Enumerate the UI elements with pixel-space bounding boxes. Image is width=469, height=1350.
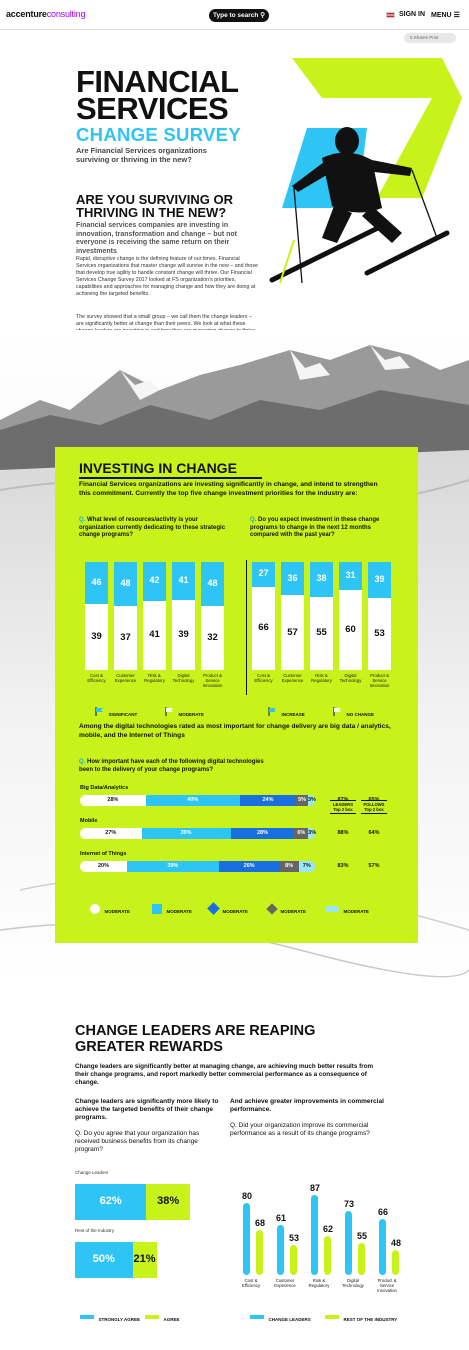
column-category-label: Risk & Regulatory: [144, 673, 165, 683]
digital-tech-chart: [80, 785, 400, 885]
search-icon: ⚲: [260, 12, 265, 19]
legend-swatch: [250, 1315, 264, 1319]
column-category-label: Customer Experience: [281, 673, 304, 683]
column-category-label: Digital Technology: [339, 673, 362, 683]
tech-segment: [308, 828, 315, 839]
legend-swatch: [207, 902, 220, 915]
column-bottom-value: 39: [178, 628, 189, 640]
follows-value: 64%: [368, 830, 380, 836]
commercial-category-label: Product & Service Innovation: [377, 1278, 397, 1293]
industry-pill: [324, 1236, 331, 1275]
question-2-number: Q.: [250, 517, 257, 523]
rewards-left-question: Q. Do you agree that your organization has received business benefits from its change program?: [75, 1130, 200, 1153]
investing-title: INVESTING IN CHANGE: [79, 460, 237, 476]
column-top-value: 39: [374, 573, 385, 584]
legend-swatch: [266, 903, 277, 914]
digital-legend-4: [268, 900, 306, 918]
rewards-left-heading: Change leaders are significantly more likely to achieve the targeted benefits of their change programs.: [75, 1098, 219, 1121]
rewards-lead: Change leaders are significantly better at managing change, are achieving much better results from their change programs, and report markedly better commercial performance as a consequence of change.: [75, 1063, 374, 1086]
legend-swatch: [80, 1315, 94, 1319]
legend-strongly-agree: [80, 1308, 140, 1326]
investment-change-chart: [252, 562, 397, 702]
commercial-category-label: Risk & Regulatory: [308, 1278, 330, 1288]
share-print-bar[interactable]: 0 Shares Print: [404, 33, 456, 43]
legend-rest-industry: [325, 1308, 397, 1326]
legend-significant-label: SIGNIFICANT: [108, 712, 138, 717]
leaders-header: LEADERS Top 2 box: [330, 800, 356, 814]
menu-button[interactable]: [431, 11, 460, 19]
flag-icon: [268, 707, 277, 716]
us-flag-icon[interactable]: [386, 12, 395, 18]
legend-swatch: [90, 904, 100, 914]
legend-no-change: [333, 703, 374, 721]
commercial-chart: [240, 1160, 415, 1300]
tech-segment-value: 8%: [285, 863, 294, 869]
legend-swatch: [325, 906, 339, 912]
column-bottom-value: 32: [207, 632, 218, 644]
tech-segment: [142, 828, 231, 839]
tech-segment: [127, 861, 219, 872]
column-category-label: Customer Experience: [114, 673, 137, 683]
leaders-pill-value: 87: [309, 1182, 320, 1193]
agree-strongly-bar: [75, 1184, 146, 1220]
agree-row-label: Rest of the Industry: [75, 1228, 115, 1233]
column-bar: [85, 562, 108, 670]
column-bottom-value: 57: [287, 626, 298, 638]
column-bar: [339, 562, 362, 670]
legend-agree-label: AGREE: [163, 1317, 180, 1322]
industry-pill-value: 68: [254, 1217, 265, 1228]
industry-pill: [256, 1230, 263, 1275]
column-bottom-value: 66: [258, 622, 269, 634]
follows-header: FOLLOWS Top 2 box: [361, 800, 387, 814]
intro-paragraph-2: The survey showed that a small group – we call them the change leaders – are significantly better at change than their peers. We look at what these: [76, 314, 252, 327]
question-1-text: What level of resources/activity is your organization currently dedicating to these strategic change programs?: [79, 517, 226, 538]
tech-segment-value: 27%: [105, 830, 117, 836]
leaders-pill-value: 61: [275, 1212, 286, 1223]
legend-strongly-agree-label: STRONGLY AGREE: [98, 1317, 141, 1322]
industry-pill: [392, 1250, 399, 1275]
question-2-text: Do you expect investment in these change programs to change in the next 12 months compared with the past year?: [250, 517, 380, 538]
digital-legend-5: [325, 900, 369, 918]
tech-segment-value: 3%: [307, 797, 316, 803]
column-category-label: Cost & Efficiency: [254, 673, 273, 683]
column-bar: [201, 562, 224, 670]
digital-legend-3-label: MODERATE: [222, 909, 248, 914]
tech-segment-value: 6%: [297, 830, 306, 836]
tech-segment-value: 7%: [302, 863, 311, 869]
agree-strongly-value: 50%: [92, 1253, 115, 1265]
agree-strongly-value: 62%: [99, 1195, 122, 1207]
hero-title-accent: CHANGE SURVEY: [76, 124, 241, 145]
tech-segment: [80, 795, 146, 806]
tech-segment-value: 26%: [243, 863, 255, 869]
agree-strongly-bar: [75, 1242, 133, 1278]
follows-value: 65%: [368, 797, 380, 803]
column-bar: [281, 562, 304, 670]
legend-change-leaders: [250, 1308, 311, 1326]
digital-legend-4-label: MODERATE: [280, 909, 306, 914]
column-bottom-value: 39: [91, 631, 102, 643]
tech-segment-value: 40%: [187, 797, 199, 803]
column-category-label: Cost & Efficiency: [87, 673, 106, 683]
flag-icon: [95, 707, 104, 716]
tech-segment-value: 39%: [180, 830, 192, 836]
column-top-value: 36: [287, 572, 298, 583]
agree-value: 38%: [157, 1195, 180, 1207]
tech-segment: [280, 861, 299, 872]
legend-agree: [145, 1308, 179, 1326]
tech-row-label: Big Data/Analytics: [80, 785, 129, 791]
digital-legend-1: [90, 900, 130, 918]
column-bar: [143, 562, 166, 670]
column-category-label: Digital Technology: [172, 673, 195, 683]
column-bar: [368, 562, 391, 670]
column-bar: [172, 562, 195, 670]
tech-segment-value: 24%: [262, 797, 274, 803]
industry-pill-value: 55: [356, 1231, 367, 1242]
flag-icon: [165, 707, 174, 716]
question-1-number: Q.: [79, 517, 86, 523]
column-bottom-value: 60: [345, 624, 356, 636]
column-top-value: 48: [120, 578, 131, 589]
agree-bar: [146, 1184, 190, 1220]
digital-legend-5-label: MODERATE: [343, 909, 369, 914]
accenture-logo[interactable]: [6, 9, 85, 19]
tech-segment: [146, 795, 240, 806]
intro-lead: Financial services companies are investing in innovation, transformation and change – but not everyone is receiving the same return on their investments: [76, 222, 238, 255]
tech-segment: [80, 828, 142, 839]
legend-moderate: [165, 703, 204, 721]
agree-row-label: Change Leaders: [75, 1170, 109, 1175]
agree-bar: [133, 1242, 157, 1278]
digital-legend-2-label: MODERATE: [166, 909, 192, 914]
digital-legend-1-label: MODERATE: [104, 909, 130, 914]
tech-segment: [240, 795, 296, 806]
leaders-pill: [243, 1203, 250, 1275]
column-category-label: Product & Service Innovation: [369, 673, 390, 688]
intro-paragraph-1: Rapid, disruptive change is the defining feature of our times. Financial Services organizations that master change will survive in the new – and those that develop true agility to handle constant change will thrive. Our Financial Services Change Survey 2017 looked at FS organization's priorities, capabilities and approaches for managing change and how they are doing at achieving the targeted benefits.: [76, 256, 258, 297]
logo-sub-text: consulting: [46, 9, 86, 19]
legend-no-change-label: NO CHANGE: [346, 712, 374, 717]
column-top-value: 31: [345, 570, 356, 581]
search-button[interactable]: [209, 9, 269, 22]
leaders-pill-value: 80: [241, 1191, 252, 1201]
legend-increase-label: INCREASE: [281, 712, 305, 717]
digital-legend-3: [209, 900, 248, 918]
digital-legend-2: [152, 900, 192, 918]
industry-pill: [358, 1243, 365, 1275]
investing-lead: Financial Services organizations are investing significantly in change, and intend to strengthen this commitment. Currently the top five change investment priorities for the industry are:: [79, 481, 378, 497]
tech-segment-value: 39%: [167, 863, 179, 869]
column-category-label: Risk & Regulatory: [311, 673, 332, 683]
resources-chart: [85, 562, 230, 702]
intro-heading: ARE YOU SURVIVING OR THRIVING IN THE NEW?: [76, 192, 233, 220]
hero-title: FINANCIAL SERVICES: [76, 64, 238, 126]
hero-subtitle: Are Financial Services organizations surviving or thriving in the new?: [76, 146, 207, 164]
tech-segment: [296, 795, 308, 806]
column-bar: [310, 562, 333, 670]
tech-segment: [308, 795, 315, 806]
leaders-value: 87%: [337, 797, 349, 803]
digital-question-number: Q.: [79, 759, 86, 765]
legend-swatch: [152, 904, 162, 914]
tech-segment-value: 28%: [107, 797, 119, 803]
leaders-value: 88%: [337, 830, 349, 836]
digital-question-text: How important have each of the following digital technologies been to the delivery of your change programs?: [79, 759, 264, 773]
agree-chart: [75, 1170, 205, 1290]
industry-pill-value: 48: [390, 1238, 401, 1249]
menu-label: MENU: [431, 12, 452, 19]
follows-value: 57%: [368, 863, 380, 869]
tech-segment: [219, 861, 280, 872]
flag-icon: [333, 707, 342, 716]
commercial-category-label: Customer Experience: [274, 1278, 296, 1288]
tech-segment: [299, 861, 315, 872]
tech-segment-value: 28%: [257, 830, 269, 836]
leaders-value: 83%: [337, 863, 349, 869]
column-top-value: 27: [258, 568, 269, 579]
logo-text: accenture: [6, 9, 47, 19]
industry-pill-value: 62: [322, 1223, 333, 1234]
digital-lead: Among the digital technologies rated as most important for change delivery are big data / analytics, mobile, and the Internet of Things: [79, 723, 391, 739]
column-top-value: 41: [178, 574, 189, 585]
rewards-right-heading: And achieve greater improvements in commercial performance.: [230, 1098, 384, 1113]
tech-row-label: Mobile: [80, 818, 98, 824]
hamburger-icon: ☰: [453, 12, 460, 19]
legend-swatch: [145, 1315, 159, 1319]
column-bottom-value: 55: [316, 627, 327, 639]
column-bottom-value: 37: [120, 632, 131, 644]
rewards-right-question: Q. Did your organization improve its commercial performance as a result of its change programs?: [230, 1122, 370, 1137]
tech-segment-value: 20%: [97, 863, 109, 869]
legend-swatch: [325, 1315, 339, 1319]
digital-question: [79, 759, 279, 774]
tech-segment: [294, 828, 308, 839]
industry-pill: [290, 1245, 297, 1275]
search-label: Type to search: [213, 12, 259, 19]
chart-divider: [246, 560, 247, 695]
tech-segment: [80, 861, 127, 872]
leaders-pill-value: 66: [377, 1207, 388, 1218]
column-top-value: 48: [207, 578, 218, 589]
legend-change-leaders-label: CHANGE LEADERS: [268, 1317, 311, 1322]
column-bottom-value: 41: [149, 629, 160, 641]
legend-moderate-label: MODERATE: [178, 712, 204, 717]
column-top-value: 38: [316, 573, 327, 584]
column-bar: [114, 562, 137, 670]
column-bar: [252, 562, 275, 670]
tech-segment-value: 5%: [298, 797, 307, 803]
legend-significant: [95, 703, 137, 721]
commercial-category-label: Cost & Efficiency: [241, 1278, 261, 1288]
column-bottom-value: 53: [374, 627, 385, 639]
leaders-pill: [345, 1211, 352, 1275]
rewards-title: CHANGE LEADERS ARE REAPING GREATER REWARDS: [75, 1023, 316, 1055]
sign-in-link[interactable]: SIGN IN: [399, 11, 426, 18]
legend-increase: [268, 703, 305, 721]
title-underline: [79, 477, 262, 479]
column-category-label: Product & Service Innovation: [202, 673, 223, 688]
tech-segment-value: 3%: [308, 830, 317, 836]
tech-row-label: Internet of Things: [80, 851, 127, 857]
industry-pill-value: 53: [288, 1233, 299, 1244]
question-1: [79, 517, 234, 540]
leaders-pill: [311, 1195, 318, 1275]
leaders-pill-value: 73: [343, 1199, 354, 1210]
column-top-value: 46: [91, 577, 102, 588]
tech-segment: [231, 828, 295, 839]
legend-rest-industry-label: REST OF THE INDUSTRY: [343, 1317, 398, 1322]
commercial-category-label: Digital Technology: [342, 1278, 364, 1288]
question-2: [250, 517, 395, 540]
column-top-value: 42: [149, 575, 160, 586]
agree-value: 21%: [133, 1253, 156, 1265]
